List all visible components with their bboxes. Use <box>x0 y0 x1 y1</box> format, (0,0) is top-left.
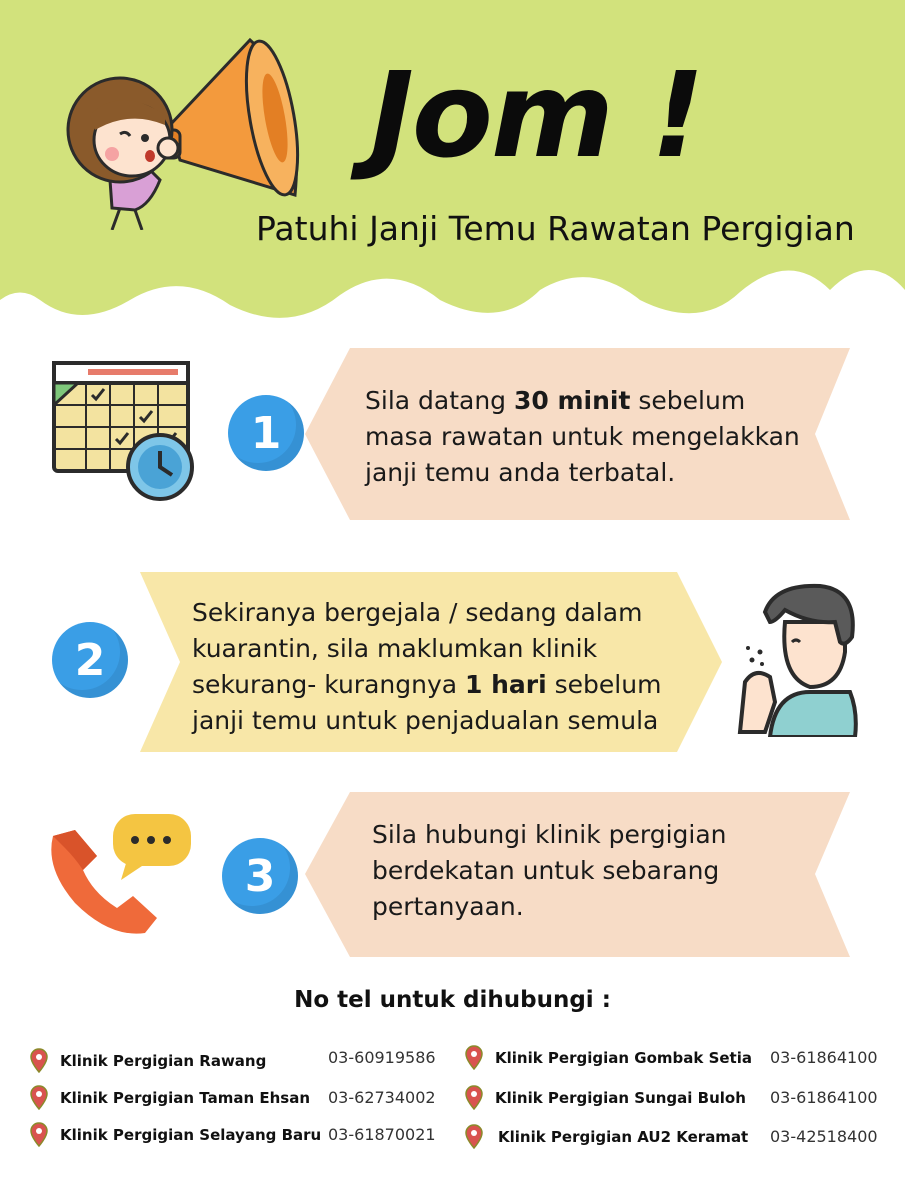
calendar-clock-icon <box>48 355 198 505</box>
clinic-phone[interactable]: 03-61864100 <box>770 1088 878 1107</box>
step-1-number-badge: 1 <box>228 395 304 471</box>
clinic-phone[interactable]: 03-42518400 <box>770 1127 878 1146</box>
page-subtitle: Patuhi Janji Temu Rawatan Pergigian <box>256 209 855 248</box>
location-pin-icon <box>465 1124 483 1150</box>
clinic-phone[interactable]: 03-62734002 <box>328 1088 436 1107</box>
clinic-name: Klinik Pergigian AU2 Keramat <box>498 1128 749 1146</box>
location-pin-icon <box>30 1085 48 1111</box>
clinic-phone[interactable]: 03-61864100 <box>770 1048 878 1067</box>
clinic-selayang-baru <box>30 1120 321 1150</box>
phone-chat-icon <box>45 808 195 943</box>
clinic-phone[interactable]: 03-61870021 <box>328 1125 436 1144</box>
page-title: Jom ! <box>370 46 703 184</box>
clinic-phone[interactable]: 03-60919586 <box>328 1048 436 1067</box>
step-1-text: Sila datang 30 minit sebelum masa rawatan untuk mengelakkan janji temu anda terbatal. <box>365 386 800 487</box>
clinic-rawang <box>30 1046 266 1076</box>
contacts-title: No tel untuk dihubungi : <box>294 987 611 1013</box>
clinic-sungai-buloh <box>465 1083 746 1113</box>
location-pin-icon <box>30 1122 48 1148</box>
clinic-taman-ehsan <box>30 1083 310 1113</box>
clinic-name: Klinik Pergigian Rawang <box>60 1052 267 1070</box>
step-3-number-badge: 3 <box>222 838 298 914</box>
location-pin-icon <box>465 1085 483 1111</box>
coughing-man-icon <box>730 582 860 737</box>
step-2-number-badge: 2 <box>52 622 128 698</box>
location-pin-icon <box>30 1048 48 1074</box>
clinic-au2-keramat <box>465 1122 748 1152</box>
clinic-gombak-setia <box>465 1043 752 1073</box>
step-3-text: Sila hubungi klinik pergigian berdekatan untuk sebarang pertanyaan. <box>372 820 727 921</box>
clinic-name: Klinik Pergigian Taman Ehsan <box>60 1089 310 1107</box>
location-pin-icon <box>465 1045 483 1071</box>
clinic-name: Klinik Pergigian Sungai Buloh <box>495 1089 746 1107</box>
clinic-name: Klinik Pergigian Gombak Setia <box>495 1049 752 1067</box>
girl-with-megaphone-icon <box>50 30 310 230</box>
clinic-name: Klinik Pergigian Selayang Baru <box>60 1126 322 1144</box>
step-2-text: Sekiranya bergejala / sedang dalam kuarantin, sila maklumkan klinik sekurang- kurangnya 1 hari sebelum janji temu untuk penjadualan semula <box>192 598 662 735</box>
